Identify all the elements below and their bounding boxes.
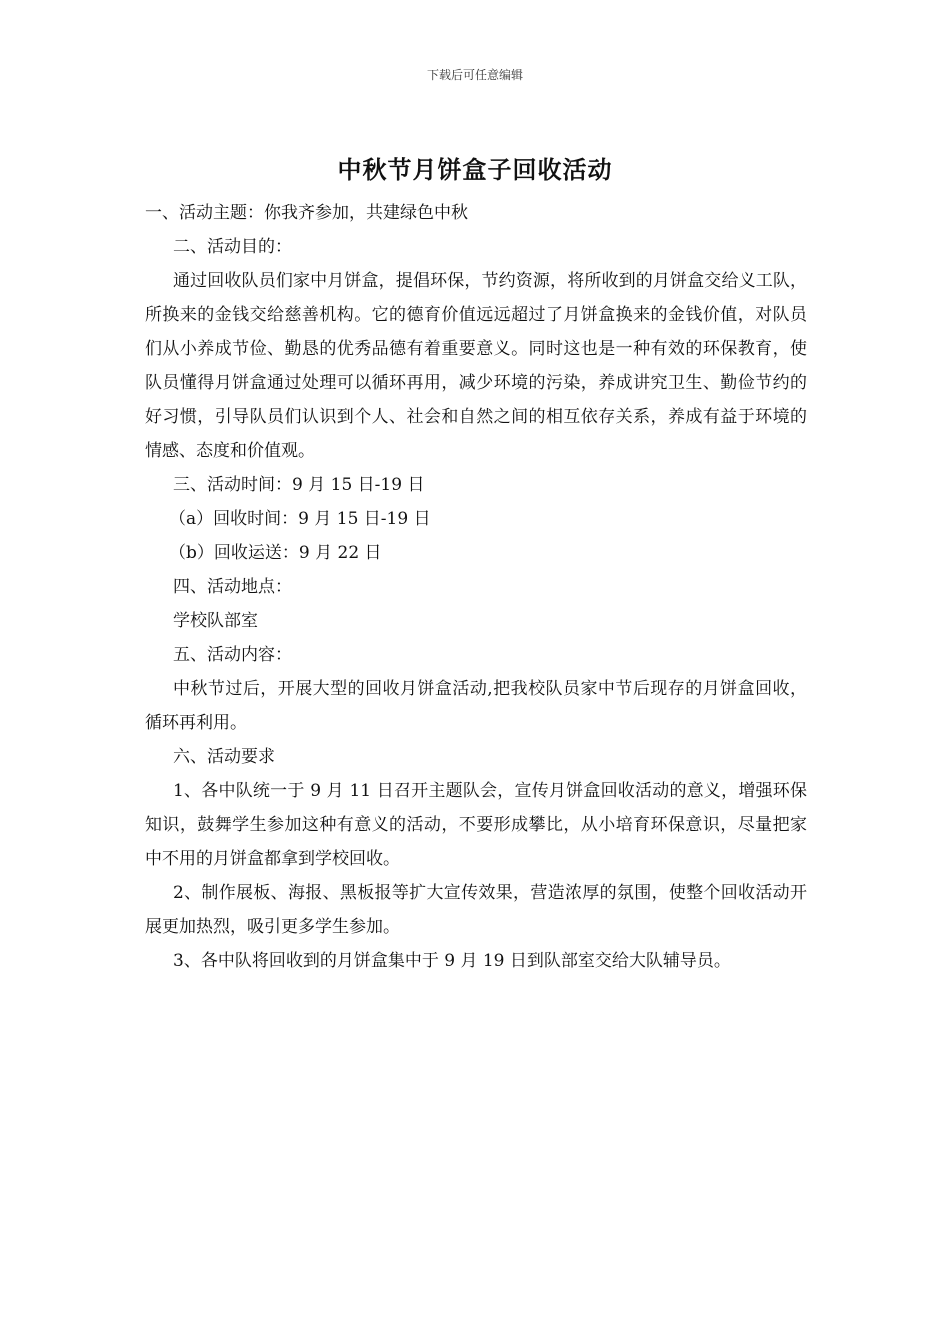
header-note: 下载后可任意编辑: [426, 68, 523, 82]
document-title: 中秋节月饼盒子回收活动: [337, 156, 613, 184]
requirement-1: 1、各中队统一于 9 月 11 日召开主题队会，宣传月饼盒回收活动的意义，增强环保知识，鼓舞学生参加这种有意义的活动，不要形成攀比，从小培育环保意识，尽量把家中不用的月饼盒都拿到学校回收。: [145, 781, 807, 869]
requirement-2: 2、制作展板、海报、黑板报等扩大宣传效果，营造浓厚的氛围，使整个回收活动开展更加热烈，吸引更多学生参加。: [145, 883, 807, 937]
document-body: [145, 196, 807, 978]
requirement-3: 3、各中队将回收到的月饼盒集中于 9 月 19 日到队部室交给大队辅导员。: [173, 951, 731, 971]
section-time-b: （b）回收运送：9 月 22 日: [169, 543, 382, 563]
section-time-a: （a）回收时间：9 月 15 日-19 日: [169, 509, 431, 529]
section-purpose-body: 通过回收队员们家中月饼盒，提倡环保，节约资源，将所收到的月饼盒交给义工队，所换来的金钱交给慈善机构。它的德育价值远远超过了月饼盒换来的金钱价值，对队员们从小养成节俭、勤恳的优秀品德有着重要意义。同时这也是一种有效的环保教育，使队员懂得月饼盒通过处理可以循环再用，减少环境的污染，养成讲究卫生、勤俭节约的好习惯，引导队员们认识到个人、社会和自然之间的相互依存关系，养成有益于环境的情感、态度和价值观。: [145, 271, 807, 461]
section-time-heading: 三、活动时间：9 月 15 日-19 日: [173, 475, 425, 495]
section-purpose-heading: 二、活动目的：: [173, 237, 292, 257]
section-location-heading: 四、活动地点：: [173, 577, 292, 597]
section-content-heading: 五、活动内容：: [173, 645, 292, 665]
section-theme: 一、活动主题：你我齐参加，共建绿色中秋: [145, 203, 468, 223]
section-requirements-heading: 六、活动要求: [173, 747, 275, 767]
section-location-body: 学校队部室: [173, 611, 258, 631]
section-content-body: 中秋节过后，开展大型的回收月饼盒活动,把我校队员家中节后现存的月饼盒回收，循环再利用。: [145, 679, 807, 733]
